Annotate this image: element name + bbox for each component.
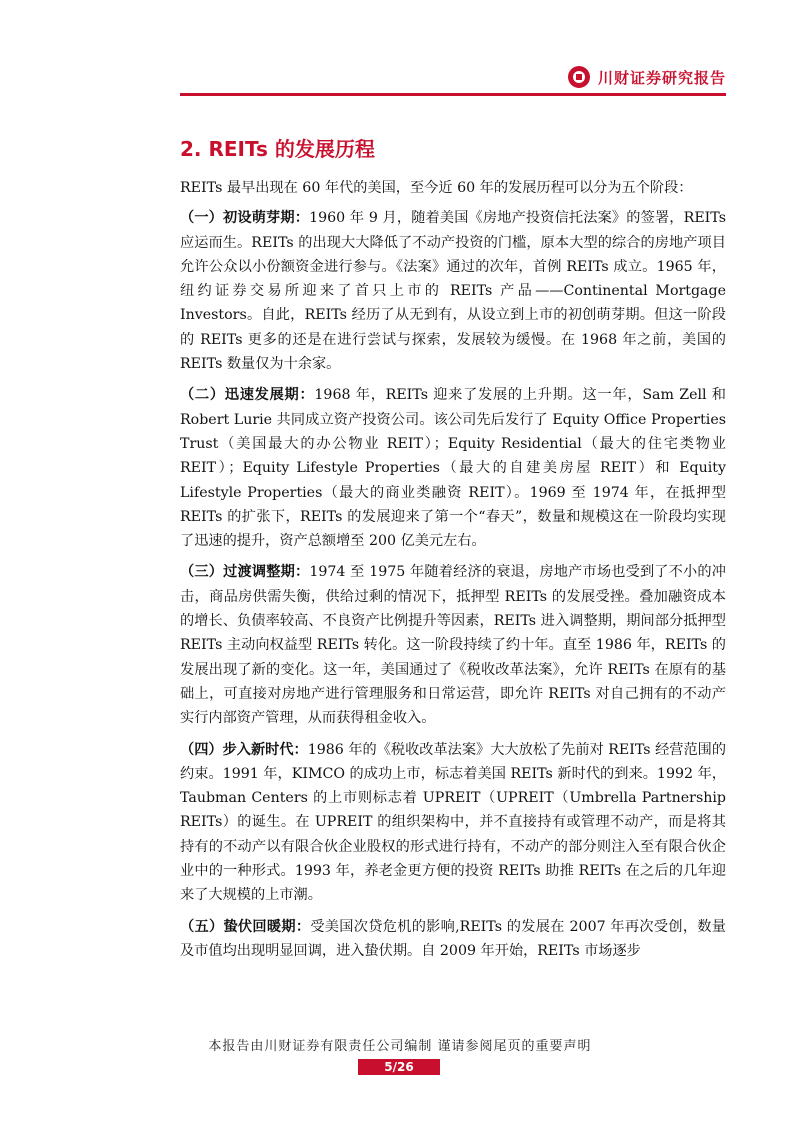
stage-label-1: （一）初设萌芽期： [180,210,310,227]
stage-text-3: 1974 至 1975 年随着经济的衰退，房地产市场也受到了不小的冲击，商品房供需失衡，供给过剩的情况下，抵押型 REITs 的发展受挫。叠加融资成本的增长、负债率较高、不良资产比例提升等因素，REITs 进入调整期，期间部分抵押型 REITs 主动向权益型 REITs 转化。这一阶段持续了约十年。直至 1986 年，REITs 的发展出现了新的变化。这一年，美国通过了《税收改革法案》，允许 REITs 在原有的基础上，可直接对房地产进行管理服务和日常运营，即允许 REITs 对自己拥有的不动产实行内部资产管理，从而获得租金收入。 [180,564,726,727]
header-divider [180,93,726,96]
chuancai-logo-icon [568,66,590,88]
section-title: 2. REITs 的发展历程 [180,137,375,161]
stage-text-2: 1968 年，REITs 迎来了发展的上升期。这一年，Sam Zell 和 Robert Lurie 共同成立资产投资公司。该公司先后发行了 Equity Office Properties Trust（美国最大的办公物业 REIT）；Equity Residential（最大的住宅类物业 REIT）；Equity Lifestyle Properties（最大的自建美房屋 REIT）和 Equity Lifestyle Properties（最大的商业类融资 REIT）。1969 至 1974 年，在抵押型 REITs 的扩张下，REITs 的发展迎来了第一个“春天”，数量和规模这在一阶段均实现了迅速的提升，资产总额增至 200 亿美元左右。 [180,387,726,550]
footer-disclaimer: 本报告由川财证券有限责任公司编制 谨请参阅尾页的重要声明 [208,1039,592,1054]
stage-text-5: 受美国次贷危机的影响,REITs 的发展在 2007 年再次受创，数量及市值均出现明显回调，进入蛰伏期。自 2009 年开始，REITs 市场逐步 [180,918,726,959]
stage-paragraph-5 [180,915,726,964]
body-content [180,176,726,970]
page-number: 5/26 [358,1059,440,1075]
stage-label-4: （四）步入新时代： [180,741,308,758]
stage-text-4: 1986 年的《税收改革法案》大大放松了先前对 REITs 经营范围的约束。1991 年，KIMCO 的成功上市，标志着美国 REITs 新时代的到来。1992 年，Taubman Centers 的上市则标志着 UPREIT（UPREIT（Umbrella Partnership REITs）的诞生。在 UPREIT 的组织架构中，并不直接持有或管理不动产，而是将其持有的不动产以有限合伙企业股权的形式进行持有，不动产的部分则注入至有限合伙企业中的一种形式。1993 年，养老金更方便的投资 REITs 助推 REITs 在之后的几年迎来了大规模的上市潮。 [180,741,727,904]
stage-label-2: （二）迅速发展期： [180,387,315,404]
stage-paragraph-1 [180,206,726,376]
stage-paragraph-4 [180,738,726,908]
brand-name: 川财证券研究报告 [597,68,726,87]
stage-text-1: 1960 年 9 月，随着美国《房地产投资信托法案》的签署，REITs 应运而生。REITs 的出现大大降低了不动产投资的门槛，原本大型的综合的房地产项目允许公众以小份额资金进行参与。《法案》通过的次年，首例 REITs 成立。1965 年，纽约证券交易所迎来了首只上市的 REITs 产品——Continental Mortgage Investors。自此，REITs 经历了从无到有，从设立到上市的初创萌芽期。但这一阶段的 REITs 更多的还是在进行尝试与探索，发展较为缓慢。在 1968 年之前，美国的 REITs 数量仅为十余家。 [180,210,726,373]
stage-paragraph-3 [180,560,726,730]
stage-paragraph-2 [180,383,726,553]
stage-label-3: （三）过渡调整期： [180,564,310,581]
stage-label-5: （五）蛰伏回暖期： [180,918,311,935]
page-header [180,64,726,90]
intro-paragraph: REITs 最早出现在 60 年代的美国，至今近 60 年的发展历程可以分为五个阶段： [180,180,693,196]
